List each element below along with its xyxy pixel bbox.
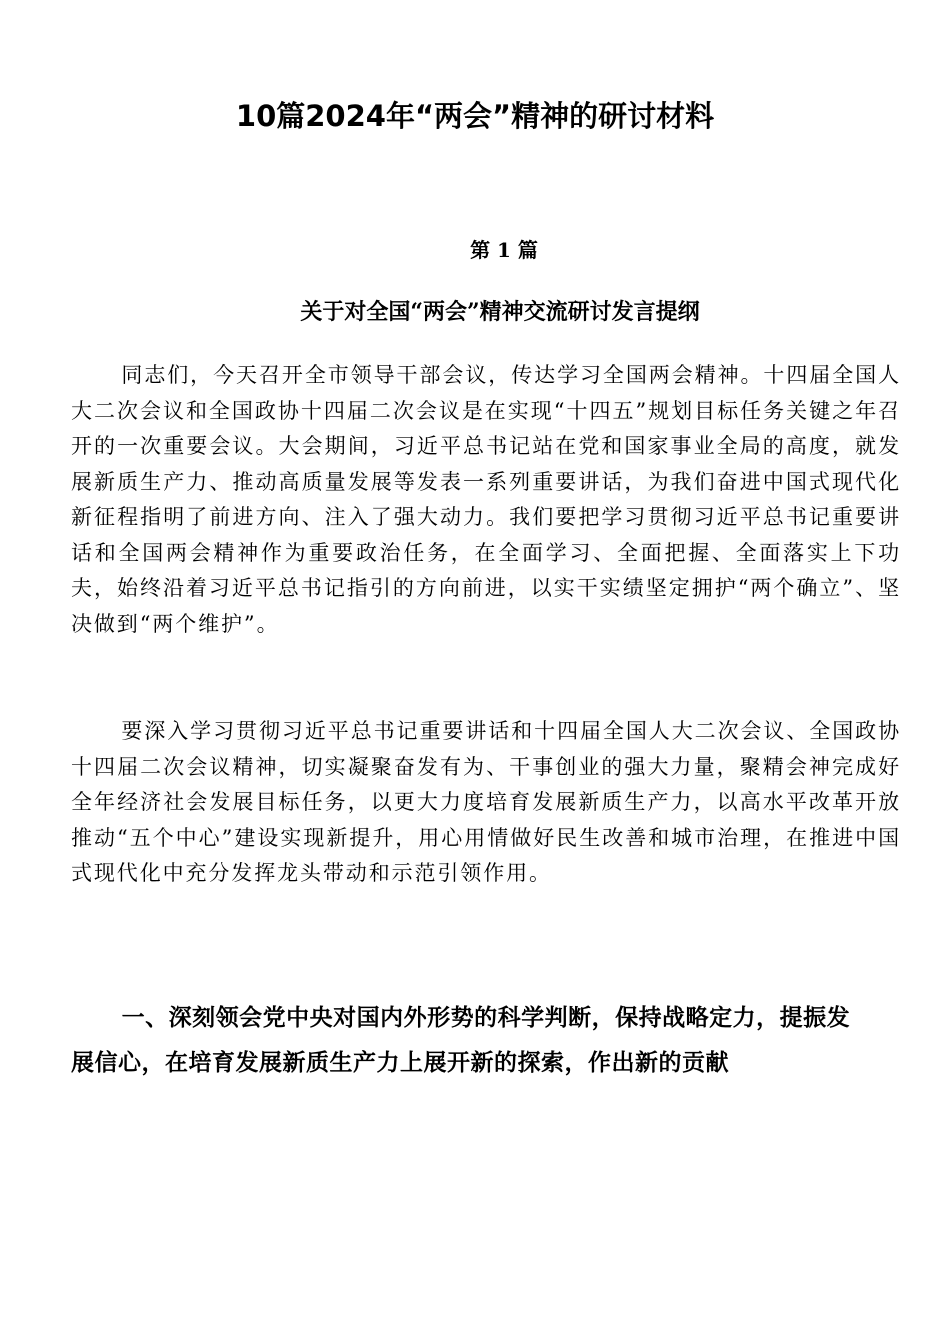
body-paragraph: 同志们，今天召开全市领导干部会议，传达学习全国两会精神。十四届全国人大二次会议和全国政协十四届二次会议是在实现“十四五”规划目标任务关键之年召开的一次重要会议。大会期间，习近平总书记站在党和国家事业全局的高度，就发展新质生产力、推动高质量发展等发表一系列重要讲话，为我们奋进中国式现代化新征程指明了前进方向、注入了强大动力。我们要把学习贯彻习近平总书记重要讲话和全国两会精神作为重要政治任务，在全面学习、全面把握、全面落实上下功夫，始终沿着习近平总书记指引的方向前进，以实干实绩坚定拥护“两个确立”、坚决做到“两个维护”。 — [71, 363, 901, 636]
body-paragraph: 要深入学习贯彻习近平总书记重要讲话和十四届全国人大二次会议、全国政协十四届二次会议精神，切实凝聚奋发有为、干事创业的强大力量，聚精会神完成好全年经济社会发展目标任务，以更大力度培育发展新质生产力，以高水平改革开放推动“五个中心”建设实现新提升，用心用情做好民生改善和城市治理，在推进中国式现代化中充分发挥龙头带动和示范引领作用。 — [71, 719, 901, 885]
section-heading: 一、深刻领会党中央对国内外形势的科学判断，保持战略定力，提振发展信心，在培育发展新质生产力上展开新的探索，作出新的贡献 — [71, 1005, 851, 1076]
document-title: 10篇2024年“两会”精神的研讨材料 — [235, 99, 715, 133]
chapter-number: 第 1 篇 — [470, 238, 538, 262]
chapter-title: 关于对全国“两会”精神交流研讨发言提纲 — [300, 299, 700, 325]
